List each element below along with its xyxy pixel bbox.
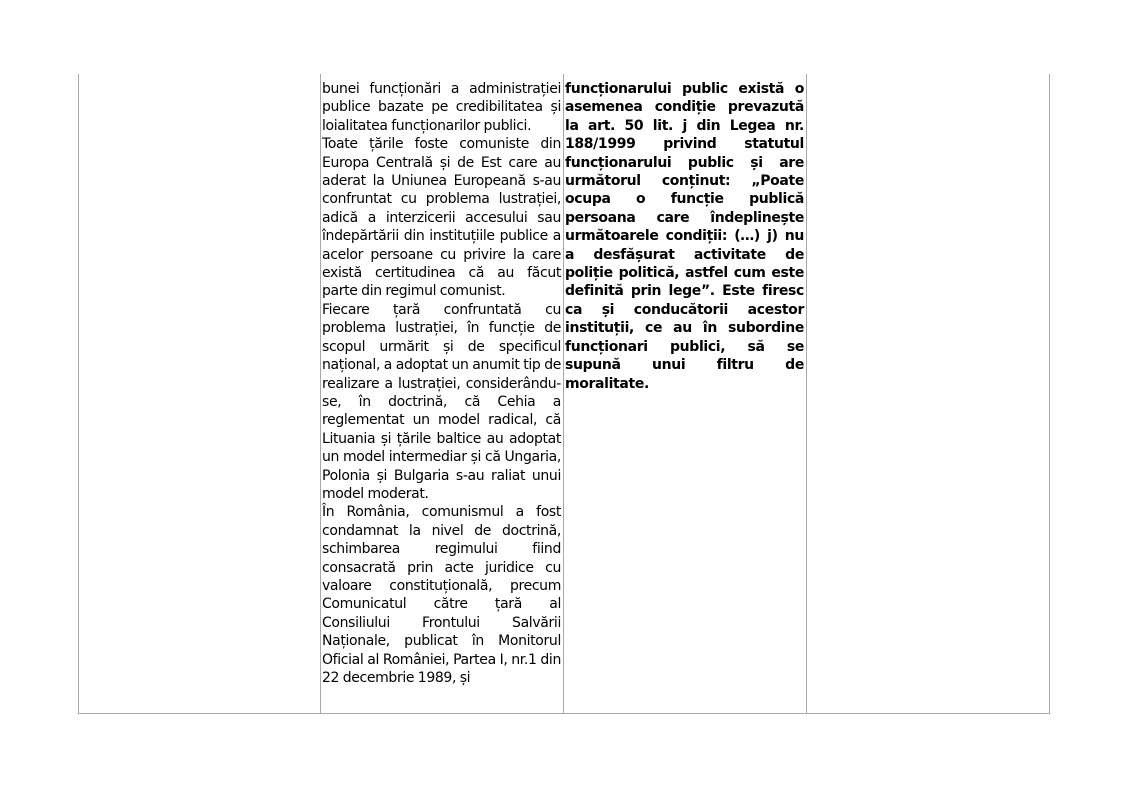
- table-cell-column-3: [564, 74, 807, 713]
- table-cell-column-2: [321, 74, 564, 713]
- table-cell-column-4: [807, 74, 1049, 713]
- paragraph: Fiecare țară confruntată cu problema lustrației, în funcție de scopul urmărit și de specificul național, a adoptat un anumit tip de realizare a lustrației, considerându-se, în doctrină, că Cehia a reglementat un model radical, că Lituania și țările baltice au adoptat un model intermediar și că Ungaria, Polonia și Bulgaria s-au raliat unui model moderat.: [322, 301, 561, 502]
- paragraph: funcționarului public există o asemenea condiție prevazută la art. 50 lit. j din Legea nr. 188/1999 privind statutul funcționarului public și are următorul conținut: „Poate ocupa o funcție publică persoana care îndeplinește următoarele condiții: (…) j) nu a desfășurat activitate de poliție politică, astfel cum este definită prin lege”. Este firesc ca și conducătorii acestor instituții, ce au în subordine funcționari publici, să se supună unui filtru de moralitate.: [565, 81, 804, 392]
- paragraph: Toate țările foste comuniste din Europa Centrală și de Est care au aderat la Uniunea Europeană s-au confruntat cu problema lustrației, adică a interzicerii accesului sau îndepărtării din instituțiile publice a acelor persoane cu privire la care există certitudinea că au făcut parte din regimul comunist.: [322, 136, 561, 300]
- column-3-text: [565, 80, 804, 393]
- paragraph: În România, comunismul a fost condamnat la nivel de doctrină, schimbarea regimului fiind consacrată prin acte juridice cu valoare constituțională, precum Comunicatul către țară al Consiliului Frontului Salvării Naționale, publicat în Monitorul Oficial al României, Partea I, nr.1 din 22 decembrie 1989, și: [322, 504, 561, 686]
- column-2-text: [322, 80, 561, 687]
- comparison-table: [78, 74, 1050, 714]
- paragraph: bunei funcționări a administrației publice bazate pe credibilitatea și loialitatea funcționarilor publici.: [322, 81, 561, 134]
- table-cell-column-1: [79, 74, 321, 713]
